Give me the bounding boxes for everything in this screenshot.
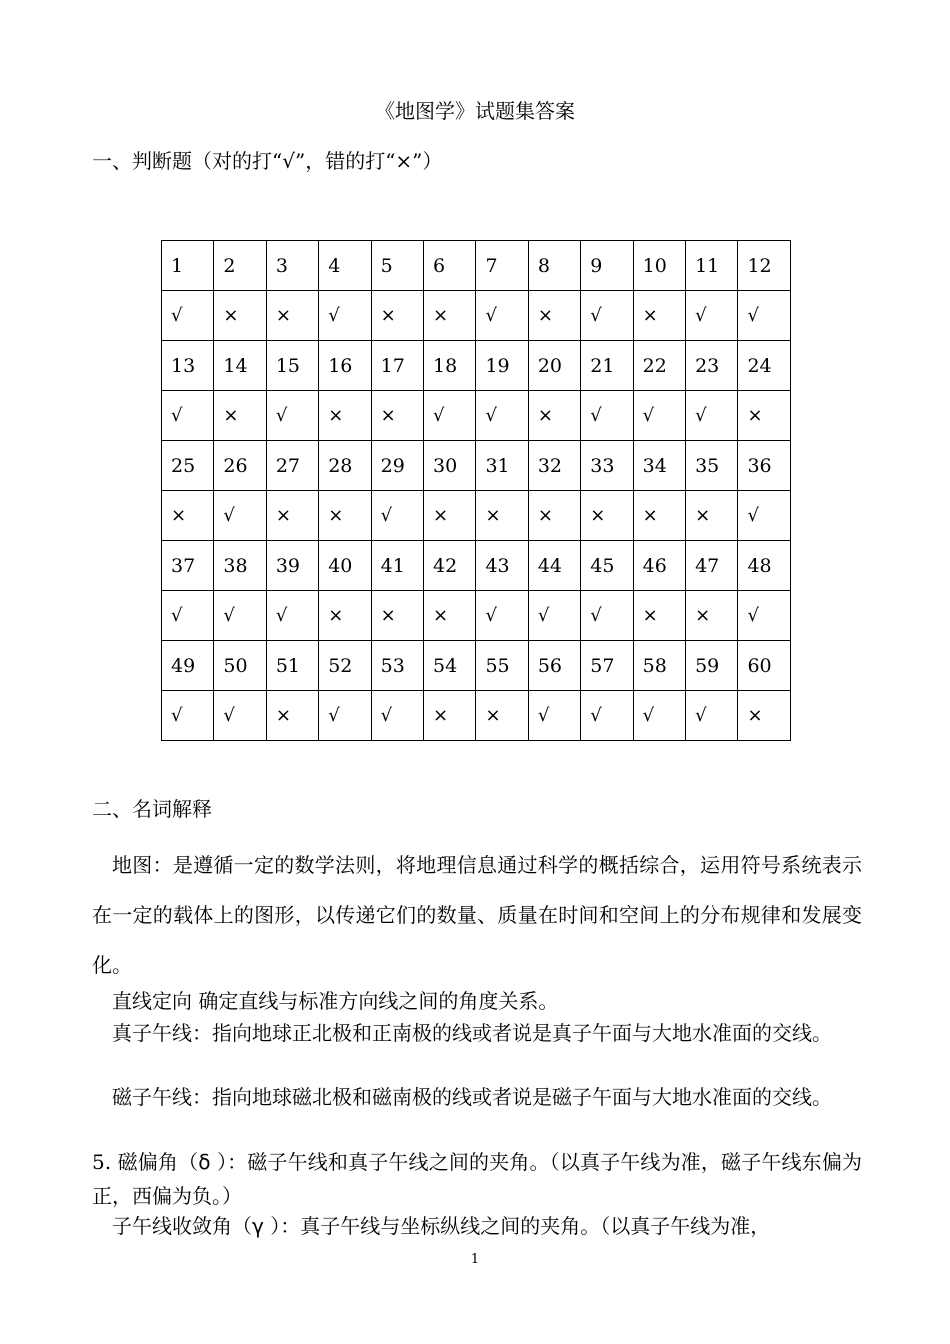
question-number-cell: 29 <box>371 441 423 491</box>
document-title: 《地图学》试题集答案 <box>375 99 575 123</box>
question-number-cell: 38 <box>214 541 266 591</box>
answer-cell: × <box>528 291 580 341</box>
question-number-cell: 44 <box>528 541 580 591</box>
question-number-cell: 7 <box>476 241 528 291</box>
answer-cell: √ <box>162 691 214 741</box>
answer-cell: √ <box>686 391 738 441</box>
question-number-cell: 46 <box>633 541 685 591</box>
answer-cell: √ <box>214 491 266 541</box>
answer-cell: √ <box>581 291 633 341</box>
question-number-cell: 22 <box>633 341 685 391</box>
answer-cell: × <box>424 591 476 641</box>
question-number-cell: 59 <box>686 641 738 691</box>
question-number-cell: 30 <box>424 441 476 491</box>
answer-cell: √ <box>476 391 528 441</box>
answer-cell: √ <box>476 591 528 641</box>
answer-cell: √ <box>738 291 791 341</box>
answer-cell: √ <box>528 691 580 741</box>
question-number-cell: 25 <box>162 441 214 491</box>
question-number-row <box>162 341 791 391</box>
question-number-cell: 31 <box>476 441 528 491</box>
answer-cell: × <box>424 691 476 741</box>
answer-row <box>162 691 791 741</box>
answer-table <box>161 240 791 741</box>
answer-cell: √ <box>686 291 738 341</box>
answer-row <box>162 291 791 341</box>
question-number-cell: 2 <box>214 241 266 291</box>
question-number-cell: 40 <box>319 541 371 591</box>
question-number-cell: 18 <box>424 341 476 391</box>
answer-cell: √ <box>738 591 791 641</box>
question-number-cell: 47 <box>686 541 738 591</box>
answer-cell: × <box>738 691 791 741</box>
answer-cell: × <box>319 491 371 541</box>
answer-cell: × <box>319 591 371 641</box>
answer-cell: √ <box>214 691 266 741</box>
question-number-cell: 58 <box>633 641 685 691</box>
answer-cell: × <box>319 391 371 441</box>
question-number-cell: 43 <box>476 541 528 591</box>
answer-cell: × <box>424 491 476 541</box>
definition-map <box>92 840 862 990</box>
question-number-cell: 12 <box>738 241 791 291</box>
question-number-cell: 32 <box>528 441 580 491</box>
question-number-cell: 37 <box>162 541 214 591</box>
question-number-cell: 39 <box>266 541 318 591</box>
question-number-cell: 45 <box>581 541 633 591</box>
question-number-cell: 55 <box>476 641 528 691</box>
answer-cell: × <box>266 691 318 741</box>
answer-cell: × <box>266 291 318 341</box>
question-number-cell: 50 <box>214 641 266 691</box>
question-number-cell: 36 <box>738 441 791 491</box>
definition-magnetic-meridian <box>92 1080 862 1114</box>
question-number-cell: 16 <box>319 341 371 391</box>
answer-cell: √ <box>162 591 214 641</box>
answer-row <box>162 491 791 541</box>
convergence-prefix: 子午线收敛角（ <box>112 1214 252 1238</box>
question-number-cell: 54 <box>424 641 476 691</box>
answer-cell: × <box>476 491 528 541</box>
answer-cell: × <box>371 391 423 441</box>
answer-cell: √ <box>686 691 738 741</box>
declination-prefix: 5. 磁偏角（ <box>92 1150 199 1174</box>
question-number-cell: 19 <box>476 341 528 391</box>
answer-cell: × <box>424 291 476 341</box>
question-number-cell: 11 <box>686 241 738 291</box>
answer-cell: × <box>266 491 318 541</box>
question-number-row <box>162 441 791 491</box>
answer-cell: × <box>214 291 266 341</box>
question-number-row <box>162 641 791 691</box>
question-number-cell: 23 <box>686 341 738 391</box>
question-number-cell: 52 <box>319 641 371 691</box>
question-number-cell: 17 <box>371 341 423 391</box>
question-number-cell: 28 <box>319 441 371 491</box>
answer-cell: √ <box>476 291 528 341</box>
answer-cell: × <box>528 391 580 441</box>
question-number-cell: 57 <box>581 641 633 691</box>
question-number-cell: 21 <box>581 341 633 391</box>
question-number-cell: 14 <box>214 341 266 391</box>
convergence-rest: ）：真子午线与坐标纵线之间的夹角。（以真子午线为准， <box>263 1214 771 1238</box>
answer-cell: √ <box>214 591 266 641</box>
answer-cell: √ <box>581 591 633 641</box>
question-number-cell: 48 <box>738 541 791 591</box>
answer-cell: × <box>476 691 528 741</box>
section-heading-terms: 二、名词解释 <box>92 797 212 821</box>
answer-cell: × <box>633 491 685 541</box>
question-number-row <box>162 541 791 591</box>
question-number-cell: 49 <box>162 641 214 691</box>
answer-row <box>162 391 791 441</box>
answer-cell: √ <box>266 391 318 441</box>
answer-row <box>162 591 791 641</box>
question-number-cell: 5 <box>371 241 423 291</box>
question-number-cell: 15 <box>266 341 318 391</box>
question-number-cell: 24 <box>738 341 791 391</box>
question-number-cell: 60 <box>738 641 791 691</box>
answer-cell: √ <box>738 491 791 541</box>
answer-cell: × <box>162 491 214 541</box>
question-number-cell: 9 <box>581 241 633 291</box>
answer-cell: × <box>528 491 580 541</box>
answer-cell: √ <box>528 591 580 641</box>
question-number-cell: 33 <box>581 441 633 491</box>
question-number-cell: 26 <box>214 441 266 491</box>
definition-true-meridian <box>92 1016 862 1050</box>
answer-cell: √ <box>162 391 214 441</box>
answer-cell: √ <box>633 691 685 741</box>
definition-magnetic-meridian-text: 磁子午线：指向地球磁北极和磁南极的线或者说是磁子午面与大地水准面的交线。 <box>112 1085 832 1109</box>
answer-cell: √ <box>424 391 476 441</box>
section-heading-true-false: 一、判断题（对的打“√”，错的打“×”） <box>92 149 443 173</box>
answer-cell: × <box>686 491 738 541</box>
declination-symbol: δ <box>198 1150 211 1174</box>
question-number-cell: 13 <box>162 341 214 391</box>
definition-meridian-convergence <box>92 1209 862 1243</box>
answer-cell: √ <box>371 691 423 741</box>
answer-cell: √ <box>319 691 371 741</box>
answer-cell: × <box>633 291 685 341</box>
question-number-cell: 41 <box>371 541 423 591</box>
answer-cell: × <box>581 491 633 541</box>
question-number-cell: 20 <box>528 341 580 391</box>
page-number: 1 <box>470 1252 480 1267</box>
answer-cell: × <box>633 591 685 641</box>
answer-cell: √ <box>266 591 318 641</box>
question-number-cell: 53 <box>371 641 423 691</box>
answer-cell: √ <box>162 291 214 341</box>
question-number-cell: 27 <box>266 441 318 491</box>
question-number-cell: 42 <box>424 541 476 591</box>
declination-rest: ）：磁子午线和真子午线之间的夹角。（以真子午线为准，磁子午线东偏为正，西偏为负。） <box>92 1150 862 1208</box>
answer-cell: √ <box>319 291 371 341</box>
question-number-cell: 56 <box>528 641 580 691</box>
question-number-cell: 6 <box>424 241 476 291</box>
answer-cell: × <box>214 391 266 441</box>
definition-magnetic-declination <box>92 1145 862 1213</box>
definition-line-orientation-text: 直线定向 确定直线与标准方向线之间的角度关系。 <box>112 989 559 1013</box>
question-number-cell: 51 <box>266 641 318 691</box>
convergence-symbol: γ <box>252 1214 264 1238</box>
definition-map-text: 地图：是遵循一定的数学法则，将地理信息通过科学的概括综合，运用符号系统表示在一定的载体上的图形，以传递它们的数量、质量在时间和空间上的分布规律和发展变化。 <box>92 853 862 977</box>
answer-cell: × <box>686 591 738 641</box>
definition-true-meridian-text: 真子午线：指向地球正北极和正南极的线或者说是真子午面与大地水准面的交线。 <box>112 1021 832 1045</box>
answer-cell: √ <box>371 491 423 541</box>
question-number-cell: 34 <box>633 441 685 491</box>
question-number-cell: 1 <box>162 241 214 291</box>
answer-cell: × <box>371 591 423 641</box>
question-number-cell: 10 <box>633 241 685 291</box>
answer-cell: √ <box>581 391 633 441</box>
answer-cell: × <box>738 391 791 441</box>
question-number-cell: 4 <box>319 241 371 291</box>
question-number-cell: 3 <box>266 241 318 291</box>
question-number-cell: 8 <box>528 241 580 291</box>
question-number-cell: 35 <box>686 441 738 491</box>
question-number-row <box>162 241 791 291</box>
answer-cell: × <box>371 291 423 341</box>
answer-cell: √ <box>581 691 633 741</box>
definition-line-orientation <box>92 984 862 1018</box>
answer-cell: √ <box>633 391 685 441</box>
